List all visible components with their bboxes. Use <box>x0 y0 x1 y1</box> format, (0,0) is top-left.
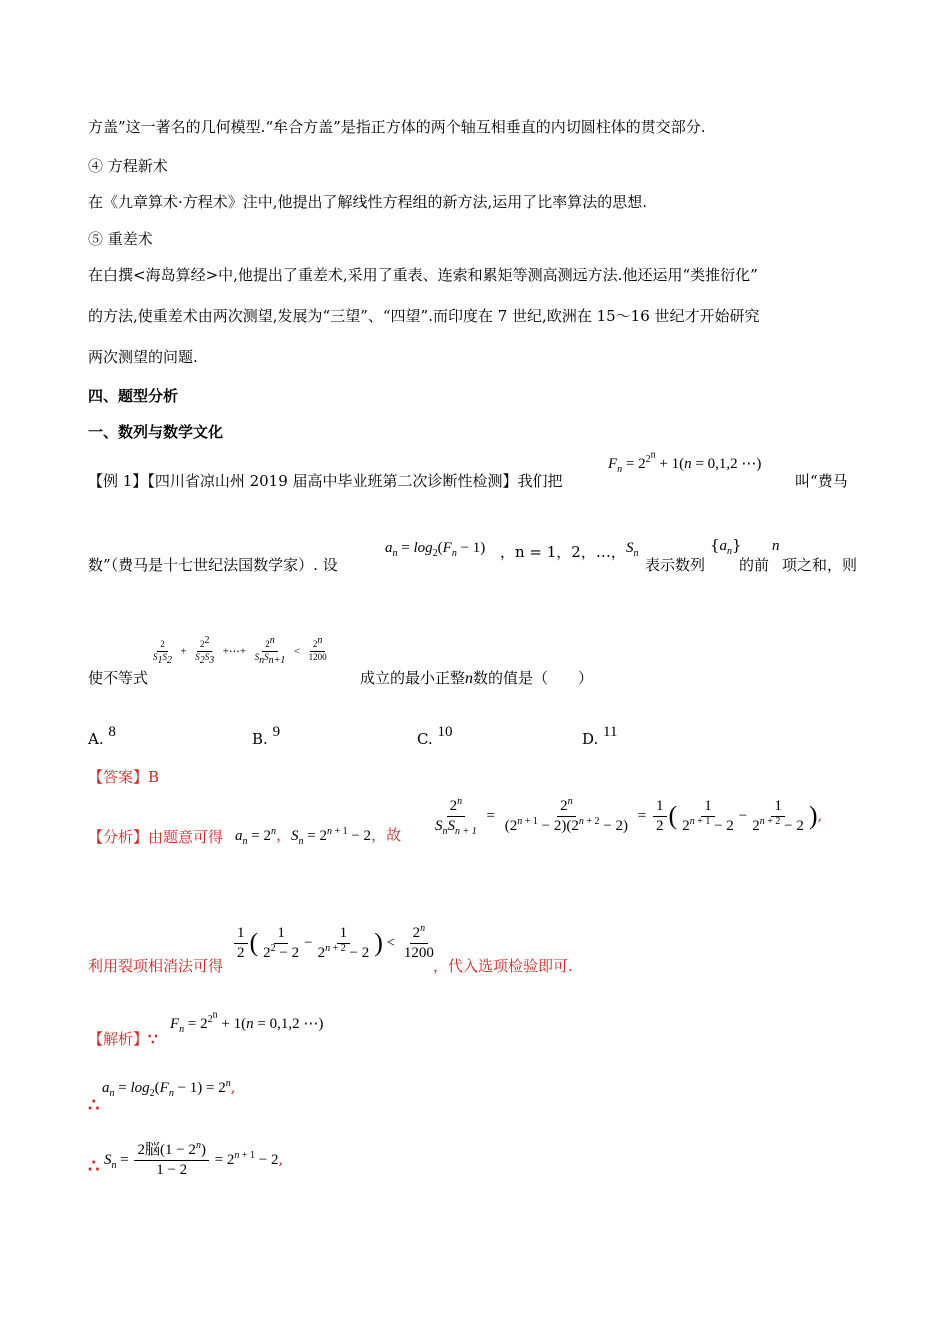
therefore-2: ∴ <box>88 1156 100 1177</box>
front-text: 的前 <box>739 556 770 574</box>
intro-line-1: 方盖”这一著名的几何模型.“牟合方盖”是指正方体的两个轴互相垂直的内切圆柱体的贯交部分. <box>88 118 706 136</box>
analysis-label: 【分析】 <box>88 828 149 846</box>
item-5-line-3: 两次测望的问题. <box>88 348 198 366</box>
n-italic: n <box>465 670 474 687</box>
option-c-label: C. <box>417 730 433 748</box>
analysis-split-formula: $\frac{2^n}{S_nS_{n + 1}}$ = $\frac{2^n}{(2^{n + 1} - 2)(2^{n + 2} - 2)}$ = $\frac{1}{2}$ ( $\frac{1}{2^{n + 1} - 2}$ − $\frac{1}{2^{n + 2} - 2}$ ), <box>435 796 823 837</box>
an-definition: $a_n = \log_2(F_n - 1)$ <box>385 540 486 559</box>
line-2-end: 项之和，则 <box>782 556 858 574</box>
section-heading: 四、题型分析 <box>88 387 179 405</box>
answer-label: 【答案】 <box>88 768 149 786</box>
example-label: 【例 1】 <box>88 472 148 490</box>
analysis-line-2-end: ，代入选项检验即可. <box>433 957 573 975</box>
option-d[interactable] <box>582 724 618 749</box>
example-text-end: 叫“费马 <box>795 472 848 490</box>
answer-value: B <box>148 768 160 786</box>
example-line-2-start: 数”（费马是十七世纪法国数学家）. 设 <box>88 556 338 574</box>
because-symbol: ∵ <box>148 1030 158 1048</box>
line-3-end <box>360 667 593 688</box>
item-4-title: ④ 方程新术 <box>88 157 168 175</box>
subsection-heading: 一、数列与数学文化 <box>88 423 224 441</box>
n-symbol: n <box>772 538 780 554</box>
option-b[interactable] <box>252 724 281 749</box>
example-source: 【四川省凉山州 2019 届高中毕业班第二次诊断性检测】 <box>147 472 518 490</box>
option-b-value: 9 <box>272 724 281 740</box>
analysis-therefore: ，故 <box>371 826 402 844</box>
item-5-line-1: 在白撰<海岛算经>中,他提出了重差术,采用了重表、连索和累矩等测高测远方法.他还运用“类推衍化” <box>88 266 758 284</box>
analysis-an: $a_n = 2^n$，$S_n = 2^{n + 1} - 2$，故 <box>235 826 402 847</box>
analysis-text-1: 由题意可得 <box>148 828 224 846</box>
solution-fermat: $F_n = 2^{2^n} + 1(n = 0,1,2$ ⋯) <box>170 1009 324 1035</box>
solution-sn: $S_n$ = $\frac{2脳(1 - 2^n)}{1 - 2}$ = $2^{n + 1} - 2$, <box>104 1140 284 1178</box>
option-c-value: 10 <box>437 724 453 740</box>
item-4-text: 在《九章算术·方程术》注中,他提出了解线性方程组的新方法,运用了比率算法的思想. <box>88 193 648 211</box>
example-text: 我们把 <box>517 472 563 490</box>
analysis-line-1 <box>88 826 223 847</box>
line-3-end-text-2: 数的值是（ ） <box>473 669 594 687</box>
line-3-end-text: 成立的最小正整 <box>360 669 466 687</box>
option-a[interactable] <box>88 724 116 749</box>
solution-line-1 <box>88 1028 158 1049</box>
inequality-formula: $\frac{2}{S_1S_2}$ + $\frac{2^2}{S_2S_3}$ +⋯+ $\frac{2^n}{S_nS_{n+1}}$ < $\frac{2^n}{1200}$ <box>153 635 327 666</box>
analysis-comma: ， <box>275 826 291 844</box>
solution-label: 【解析】 <box>88 1030 149 1048</box>
item-5-title: ⑤ 重差术 <box>88 230 153 248</box>
line-3-start: 使不等式 <box>88 669 149 687</box>
therefore-1: ∴ <box>88 1095 100 1116</box>
example-line-1 <box>88 470 563 491</box>
item-5-line-2: 的方法,使重差术由两次测望,发展为“三望”、“四望”.而印度在 7 世纪,欧洲在 15～16 世纪才开始研究 <box>88 307 760 325</box>
n-values: ，n = 1，2，…， <box>500 543 626 561</box>
option-c[interactable] <box>417 724 453 749</box>
fermat-formula: $F_n = 2^{2^n} + 1(n = 0,1,2$ ⋯) <box>608 449 762 475</box>
option-b-label: B. <box>252 730 268 748</box>
sequence-an: $\{a_n\}$ <box>710 536 742 557</box>
option-a-value: 8 <box>108 724 116 740</box>
solution-an: $a_n = \log_2(F_n - 1) = 2^n$, <box>102 1078 236 1099</box>
analysis-inequality: $\frac{1}{2}$ ( $\frac{1}{2^2 - 2}$ − $\frac{1}{2^{n + 2} - 2}$ ) < $\frac{2^n}{1200}$ <box>232 925 439 961</box>
option-d-value: 11 <box>603 724 618 740</box>
option-d-label: D. <box>582 730 599 748</box>
represent-text: 表示数列 <box>645 556 706 574</box>
sn-symbol: $S_n$ <box>626 540 639 559</box>
option-a-label: A. <box>88 730 104 748</box>
analysis-line-2-start: 利用裂项相消法可得 <box>88 957 224 975</box>
answer-line <box>88 766 159 787</box>
